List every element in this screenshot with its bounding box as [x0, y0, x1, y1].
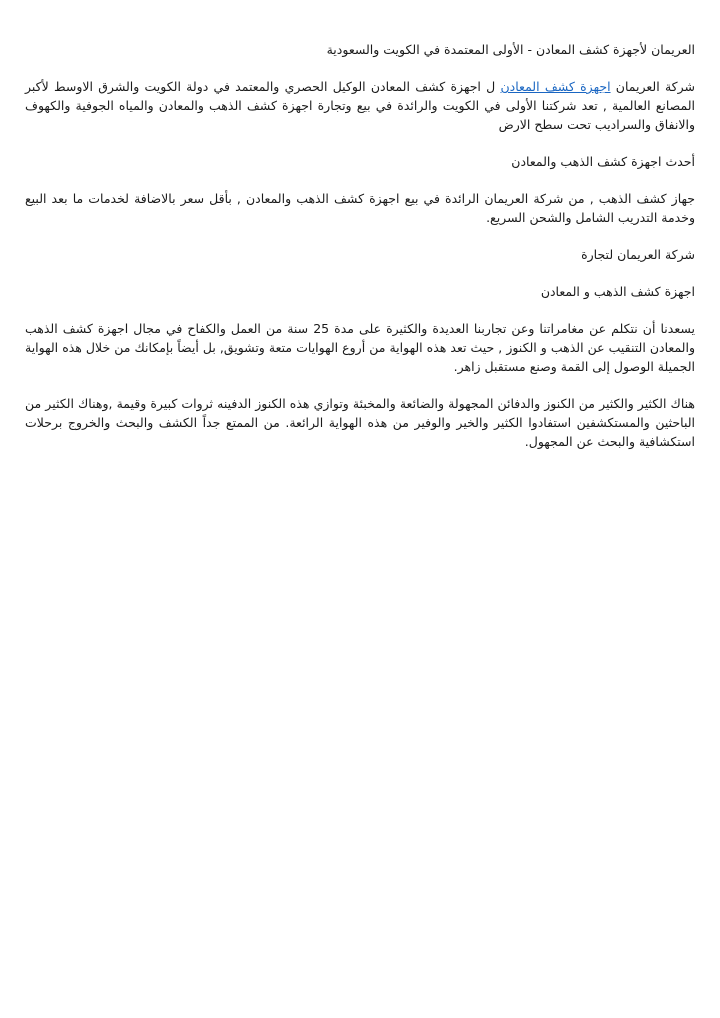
- intro-paragraph: [25, 77, 695, 134]
- document-title: العريمان لأجهزة كشف المعادن - الأولى المعتمدة في الكويت والسعودية: [326, 42, 695, 57]
- paragraph-experience: يسعدنا أن نتكلم عن مغامراتنا وعن تجاربنا العديدة والكثيرة على مدة 25 سنة من العمل والكفاح في مجال اجهزة كشف الذهب والمعادن التنقيب عن الذهب و الكنوز , حيث تعد هذه الهواية من أروع الهوايات متعة وتشويق, بل أيضاً بإمكانك من خلال هذه الهواية الجميلة الوصول إلى القمة وصنع مستقبل زاهر.: [25, 321, 695, 374]
- section-heading-latest-devices: أحدث اجهزة كشف الذهب والمعادن: [511, 154, 695, 169]
- intro-prefix: شركة العريمان: [615, 79, 695, 94]
- document-page: [0, 0, 720, 451]
- intro-suffix: ل اجهزة كشف المعادن الوكيل الحصري والمعتمد في دولة الكويت والشرق الاوسط لأكبر المصانع العالمية , تعد شركتنا الأولى في الكويت والرائدة في بيع وتجارة اجهزة كشف الذهب والمعادن والمياه الجوفية والكهوف والانفاق والسراديب تحت سطح الارض: [25, 79, 695, 132]
- metal-detectors-link[interactable]: اجهزة كشف المعادن: [500, 79, 611, 94]
- section-heading-gold-metal-detectors: اجهزة كشف الذهب و المعادن: [540, 284, 695, 299]
- paragraph-gold-detector: جهاز كشف الذهب , من شركة العريمان الرائدة في بيع اجهزة كشف الذهب والمعادن , بأقل سعر بالاضافة لخدمات ما بعد البيع وخدمة التدريب الشامل والشحن السريع.: [25, 191, 695, 225]
- paragraph-treasures: هناك الكثير والكثير من الكنوز والدفائن المجهولة والضائعة والمخبئة وتوازي هذه الكنوز الدفينه ثروات كبيرة وقيمة ,وهناك الكثير من الباحثين والمستكشفين استفادوا الكثير والخير والوفير من هذه الهواية الرائعة. من الممتع جداً الكشف والبحث والخروج برحلات استكشافية والبحث عن المجهول.: [25, 396, 695, 449]
- section-heading-company: شركة العريمان لتجارة: [581, 247, 695, 262]
